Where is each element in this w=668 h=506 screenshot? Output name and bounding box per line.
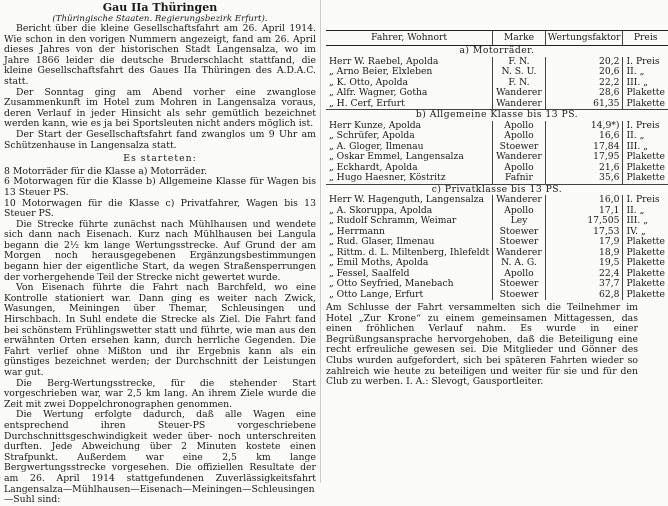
make-cell: Wanderer <box>493 195 546 206</box>
table-row <box>326 131 668 142</box>
prize-cell: Plakette <box>623 152 668 163</box>
driver-cell: Herr W. Hagenguth, Langensalza <box>329 194 484 205</box>
section-row <box>326 110 668 121</box>
factor-cell: 22,2 <box>545 78 623 89</box>
prize-cell: IV. „ <box>623 227 668 238</box>
driver-cell: „ Fessel, Saalfeld <box>329 267 410 279</box>
driver-cell: „ Otto Lange, Erfurt <box>329 288 424 300</box>
prize-cell: Plakette <box>623 173 668 184</box>
factor-cell: 21,6 <box>545 163 623 174</box>
paragraph-4: Die Strecke führte zunächst nach Mühlhausen und wendete sich dann nach Eisenach. Kurz nach Mühlhausen bei Langula begann die 2½ km lange Wertungsstrecke. Auf Grund der am Morgen noch herausgegebenen Ergänzungsbestimmungen begann hier der eigentliche Start, da wegen Straßensperrungen der vorhergehende Teil der Strecke nicht gewertet wurde. <box>4 218 316 283</box>
paragraph-6: Die Berg-Wertungsstrecke, für die stehender Start vorgeschrieben war, war 2,5 km lang. An ihrem Ziele wurde die Zeit mit zwei Doppelchronographen genommen. <box>4 377 316 410</box>
make-cell: Stoewer <box>493 142 546 153</box>
driver-cell: Herr W. Raebel, Apolda <box>329 55 439 67</box>
prize-cell: I. Preis <box>623 195 668 206</box>
prize-cell: Plakette <box>623 88 668 99</box>
factor-cell: 17,505 <box>545 216 623 227</box>
started-line-2: 6 Motorwagen für die Klasse b) Allgemeine Klasse für Wagen bis 13 Steuer PS. <box>4 176 316 198</box>
section-row <box>326 46 668 57</box>
factor-cell: 16,6 <box>545 131 623 142</box>
section-title: a) Motorräder. <box>326 46 668 57</box>
paragraph-5: Von Eisenach führte die Fahrt nach Barchfeld, wo eine Kontrolle stationiert war. Dann ging es weiter nach Zwick, Wasungen, Meiningen über Themar, Schleusingen und Hirschbach. In Suhl endete die Strecke als Ziel. Die Fahrt fand bei schönstem Frühlingswetter statt und führte, wie man aus den erwähnten Orten ersehen kann, durch herrliche Gegenden. Die Fahrt verlief ohne Mißton und ihr Ergebnis kann als ein günstiges bezeichnet werden; der Durchschnitt der Leistungen war gut. <box>4 282 316 378</box>
closing-paragraph: Am Schlusse der Fahrt versammelten sich die Teilnehmer im Hotel „Zur Krone“ zu einem gemeinsamen Mittagessen, das einen fröhlichen Verlauf nahm. Es wurde in einer Begrüßungsansprache hervorgehoben, daß die Beteiligung eine recht erfreuliche gewesen sei. Die Mitglieder und Gönner des Clubs wurden aufgefordert, sich bei späteren Fahrten wieder so zahlreich wie heute zu beteiligen und weiter für sie und für den Club zu werben. I. A.: Slevogt, Gausportleiter. <box>326 302 638 388</box>
column-divider <box>320 0 321 483</box>
driver-cell: „ Schrüfer, Apolda <box>329 130 415 141</box>
factor-cell: 35,6 <box>545 173 623 184</box>
driver-cell: „ Emil Moths, Apolda <box>329 257 429 268</box>
make-cell: N. A. G. <box>493 258 546 269</box>
factor-cell: 17,84 <box>545 142 623 153</box>
paragraph-7: Die Wertung erfolgte dadurch, daß alle Wagen eine entsprechend ihren Steuer-PS vorgeschriebene Durchschnittsgeschwindigkeit weder über- noch unterschreiten durften. Jede Abweichung über 2 Minuten kostete einen Strafpunkt. Außerdem war eine 2,5 km lange Bergwertungsstrecke vorgesehen. Die offiziellen Resultate der am 26. April 1914 stattgefundenen Zuverlässigkeitsfahrt Langensalza—Mühlhausen—Eisenach—Meiningen—Schleusingen—Suhl sind: <box>4 409 316 506</box>
article-subtitle: (Thüringische Staaten. Regierungsbezirk Erfurt). <box>52 14 268 24</box>
make-cell: Apollo <box>493 121 546 132</box>
results-table <box>326 30 668 300</box>
make-cell: Wanderer <box>493 152 546 163</box>
make-cell: F. N. <box>493 57 546 68</box>
table-row <box>326 216 668 227</box>
prize-cell: Plakette <box>623 269 668 280</box>
driver-cell: „ Otto Seyfried, Manebach <box>329 278 454 289</box>
make-cell: Stoewer <box>493 237 546 248</box>
driver-cell: „ Alfr. Wagner, Gotha <box>329 87 428 98</box>
factor-cell: 61,35 <box>545 99 623 110</box>
paragraph-1: Bericht über die kleine Gesellschaftsfahrt am 26. April 1914. Wie schon in den vorigen Nummern angezeigt, fand am 26. April dieses Jahres von der historischen Stadt Langensalza, wo im Jahre 1866 leider die deutsche Bruderschlacht stattfand, die kleine Gesellschaftsfahrt des Gaues IIa Thüringen des A.D.A.C. statt. <box>4 23 316 87</box>
prize-cell: Plakette <box>623 279 668 290</box>
make-cell: Wanderer <box>493 99 546 110</box>
prize-cell: I. Preis <box>623 57 668 68</box>
factor-cell: 37,7 <box>545 279 623 290</box>
prize-cell: III. „ <box>623 142 668 153</box>
prize-cell: III. „ <box>623 78 668 89</box>
make-cell: Stoewer <box>493 227 546 238</box>
article-left-column <box>4 2 316 506</box>
section-title: b) Allgemeine Klasse bis 13 PS. <box>326 110 668 121</box>
header-driver: Fahrer, Wohnort <box>326 31 493 46</box>
factor-cell: 17,1 <box>545 206 623 217</box>
prize-cell: II. „ <box>623 131 668 142</box>
prize-cell: Plakette <box>623 237 668 248</box>
driver-cell: „ Hugo Haesner, Köstritz <box>329 172 446 183</box>
table-row <box>326 99 668 110</box>
make-cell: N. S. U. <box>493 67 546 78</box>
table-header-row <box>326 31 668 46</box>
make-cell: F. N. <box>493 78 546 89</box>
make-cell: Stoewer <box>493 279 546 290</box>
started-line-3: 10 Motorwagen für die Klasse c) Privatfahrer, Wagen bis 13 Steuer PS. <box>4 197 316 220</box>
section-title: c) Privatklasse bis 13 PS. <box>326 184 668 195</box>
make-cell: Ley <box>493 216 546 227</box>
make-cell: Apollo <box>493 206 546 217</box>
factor-cell: 17,53 <box>545 227 623 238</box>
paragraph-2: Der Sonntag ging am Abend vorher eine zwanglose Zusammenkunft im Hotel zum Mohren in Langensalza voraus, deren Verlauf in jeder Hinsicht als sehr gemütlich bezeichnet werden kann, wie es ja bei Sportsleuten nicht anders möglich ist. <box>4 86 316 130</box>
driver-cell: „ Rudolf Schramm, Weimar <box>329 215 457 226</box>
factor-cell: 17,9 <box>545 237 623 248</box>
factor-cell: 20,6 <box>545 67 623 78</box>
driver-cell: „ Arno Beier, Elxleben <box>329 66 433 77</box>
header-make: Marke <box>493 31 546 46</box>
table-row <box>326 67 668 78</box>
started-line-1: 8 Motorräder für die Klasse a) Motorräder. <box>4 165 208 177</box>
prize-cell: Plakette <box>623 163 668 174</box>
factor-cell: 22,4 <box>545 269 623 280</box>
factor-cell: 17,95 <box>545 152 623 163</box>
results-column <box>326 30 665 388</box>
factor-cell: 62,8 <box>545 290 623 301</box>
driver-cell: Herr Kunze, Apolda <box>329 119 422 131</box>
make-cell: Apollo <box>493 269 546 280</box>
driver-cell: „ Rud. Glaser, Ilmenau <box>329 236 435 247</box>
driver-cell: „ Eckhardt, Apolda <box>329 161 418 173</box>
driver-cell: „ A. Gloger, Ilmenau <box>329 140 424 152</box>
table-row <box>326 290 668 301</box>
make-cell: Wanderer <box>493 248 546 259</box>
table-row <box>326 152 668 163</box>
prize-cell: Plakette <box>623 99 668 110</box>
driver-cell: „ Rittm. d. L. Miltenberg, Ihlefeldt <box>329 246 490 258</box>
make-cell: Apollo <box>493 163 546 174</box>
factor-cell: 14,9*) <box>545 121 623 132</box>
prize-cell: II. „ <box>623 67 668 78</box>
make-cell: Fafnir <box>493 173 546 184</box>
driver-cell: „ H. Cerf, Erfurt <box>329 97 405 109</box>
driver-cell: „ A. Skoruppa, Apolda <box>329 204 433 216</box>
started-heading: Es starteten: <box>123 153 197 165</box>
make-cell: Stoewer <box>493 290 546 301</box>
factor-cell: 19,5 <box>545 258 623 269</box>
prize-cell: II. „ <box>623 206 668 217</box>
prize-cell: Plakette <box>623 258 668 269</box>
paragraph-3: Der Start der Gesellschaftsfahrt fand zwanglos um 9 Uhr am Schützenhause in Langensalza statt. <box>4 128 316 151</box>
driver-cell: „ Oskar Emmel, Langensalza <box>329 151 464 162</box>
prize-cell: Plakette <box>623 290 668 301</box>
article-title: Gau IIa Thüringen <box>102 1 218 14</box>
header-factor: Wertungsfaktor <box>545 31 623 46</box>
results-body <box>326 46 668 301</box>
prize-cell: Plakette <box>623 248 668 259</box>
header-prize: Preis <box>623 31 668 46</box>
driver-cell: „ Herrmann <box>329 225 385 237</box>
factor-cell: 18,9 <box>545 248 623 259</box>
make-cell: Apollo <box>493 131 546 142</box>
table-row <box>326 173 668 184</box>
prize-cell: I. Preis <box>623 121 668 132</box>
factor-cell: 28,6 <box>545 88 623 99</box>
table-row <box>326 195 668 206</box>
table-row <box>326 88 668 99</box>
factor-cell: 16,0 <box>545 195 623 206</box>
driver-cell: „ K. Otto, Apolda <box>329 76 409 88</box>
table-row <box>326 279 668 290</box>
table-row <box>326 258 668 269</box>
factor-cell: 20,2 <box>545 57 623 68</box>
make-cell: Wanderer <box>493 88 546 99</box>
table-row <box>326 237 668 248</box>
prize-cell: III. „ <box>623 216 668 227</box>
